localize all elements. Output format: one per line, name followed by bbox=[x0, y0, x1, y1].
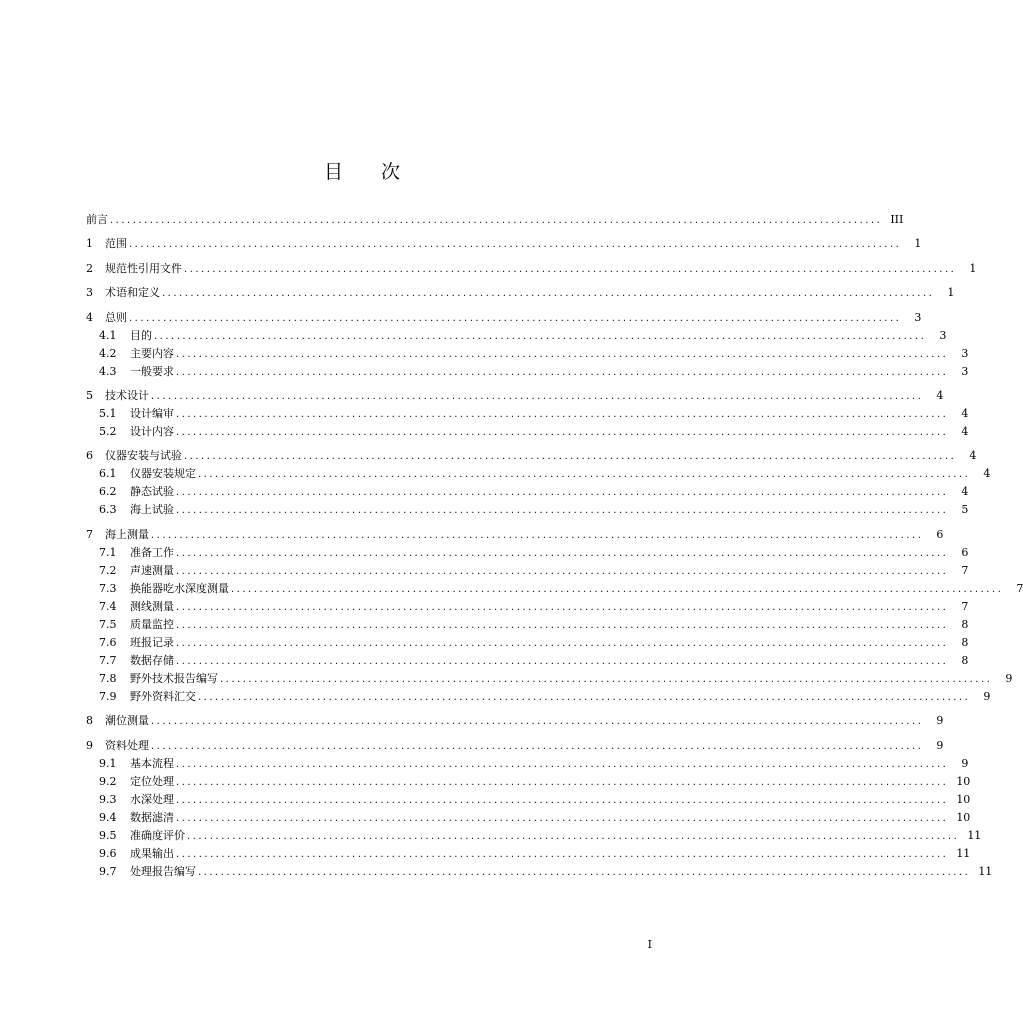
toc-entry-label: 设计内容 bbox=[130, 424, 174, 438]
toc-entry-number: 5.2 bbox=[99, 424, 117, 438]
toc-entry-page: 9 bbox=[936, 738, 944, 752]
toc-entry-page: 5 bbox=[961, 503, 969, 517]
toc-entry-label: 资料处理 bbox=[105, 738, 149, 752]
toc-entry-label: 野外技术报告编写 bbox=[130, 671, 218, 685]
toc-dot-leader: ........................................................................................................................................ bbox=[176, 848, 949, 860]
toc-entry-number: 9.5 bbox=[99, 828, 117, 842]
footer-page-number: I bbox=[647, 938, 652, 951]
toc-entry-label: 设计编审 bbox=[130, 406, 174, 420]
toc-dot-leader: ........................................................................................................................................ bbox=[176, 812, 949, 824]
toc-entry-label: 班报记录 bbox=[130, 635, 174, 649]
toc-entry-page: 4 bbox=[961, 406, 969, 420]
toc-subentry[interactable] bbox=[86, 580, 1023, 598]
toc-subentry[interactable] bbox=[86, 501, 969, 519]
toc-entry-label: 质量监控 bbox=[130, 617, 174, 631]
toc-entry-label: 静态试验 bbox=[130, 485, 174, 499]
toc-dot-leader: ........................................................................................................................................ bbox=[184, 451, 957, 463]
toc-entry[interactable] bbox=[86, 235, 922, 253]
toc-entry-number: 7.6 bbox=[99, 635, 117, 649]
toc-entry-page: III bbox=[890, 213, 904, 226]
toc-dot-leader: ........................................................................................................................................ bbox=[176, 758, 949, 770]
toc-entry-page: 11 bbox=[978, 864, 993, 878]
toc-entry-label: 术语和定义 bbox=[105, 286, 160, 300]
toc-entry-number: 9.4 bbox=[99, 810, 117, 824]
toc-dot-leader: ........................................................................................................................................ bbox=[231, 583, 1004, 595]
toc-dot-leader: ........................................................................................................................................ bbox=[176, 619, 949, 631]
toc-entry-label: 声速测量 bbox=[130, 563, 174, 577]
toc-dot-leader: ........................................................................................................................................ bbox=[176, 794, 949, 806]
table-of-contents bbox=[86, 211, 1023, 881]
toc-entry-page: 1 bbox=[947, 286, 955, 300]
toc-entry[interactable] bbox=[86, 712, 944, 730]
toc-entry-number: 6.1 bbox=[99, 467, 117, 481]
toc-dot-leader: ........................................................................................................................................ bbox=[110, 215, 883, 226]
toc-entry-page: 4 bbox=[961, 485, 969, 499]
toc-entry-label: 范围 bbox=[105, 237, 127, 251]
toc-dot-leader: ........................................................................................................................................ bbox=[198, 866, 971, 878]
title-char-left: 目 bbox=[323, 161, 343, 183]
toc-subentry[interactable] bbox=[86, 405, 969, 423]
toc-entry-label: 处理报告编写 bbox=[130, 864, 196, 878]
toc-entry-number: 7.5 bbox=[99, 617, 117, 631]
toc-entry-label: 海上试验 bbox=[130, 503, 174, 517]
toc-dot-leader: ........................................................................................................................................ bbox=[184, 263, 957, 275]
toc-dot-leader: ........................................................................................................................................ bbox=[176, 348, 949, 360]
toc-entry-label: 数据滤清 bbox=[130, 810, 174, 824]
toc-entry-number: 7.8 bbox=[99, 671, 117, 685]
toc-dot-leader: ........................................................................................................................................ bbox=[151, 529, 924, 541]
toc-entry-page: 10 bbox=[956, 774, 971, 788]
toc-entry-page: 9 bbox=[983, 689, 991, 703]
toc-dot-leader: ........................................................................................................................................ bbox=[198, 469, 971, 481]
toc-entry-page: 9 bbox=[1005, 671, 1013, 685]
toc-entry-label: 目的 bbox=[130, 328, 152, 342]
toc-entry-label: 定位处理 bbox=[130, 774, 174, 788]
toc-entry-label: 规范性引用文件 bbox=[105, 261, 182, 275]
toc-entry-number: 4.2 bbox=[99, 346, 117, 360]
toc-entry-page: 4 bbox=[983, 467, 991, 481]
toc-entry-page: 7 bbox=[961, 599, 969, 613]
toc-entry-page: 10 bbox=[956, 792, 971, 806]
toc-dot-leader: ........................................................................................................................................ bbox=[176, 565, 949, 577]
toc-subentry[interactable] bbox=[86, 863, 993, 881]
toc-entry-page: 9 bbox=[961, 756, 969, 770]
toc-entry-number: 8 bbox=[86, 714, 93, 728]
toc-subentry[interactable] bbox=[86, 845, 971, 863]
toc-entry-page: 7 bbox=[961, 563, 969, 577]
toc-entry-label: 一般要求 bbox=[130, 364, 174, 378]
toc-dot-leader: ........................................................................................................................................ bbox=[187, 830, 960, 842]
toc-dot-leader: ........................................................................................................................................ bbox=[198, 691, 971, 703]
toc-entry-label: 基本流程 bbox=[130, 756, 174, 770]
toc-entry-number: 9.3 bbox=[99, 792, 117, 806]
toc-entry[interactable] bbox=[86, 737, 944, 755]
toc-entry-label: 换能器吃水深度测量 bbox=[130, 581, 229, 595]
toc-dot-leader: ........................................................................................................................................ bbox=[154, 330, 927, 342]
toc-subentry[interactable] bbox=[86, 809, 971, 827]
toc-entry-number: 4.3 bbox=[99, 364, 117, 378]
toc-subentry[interactable] bbox=[86, 827, 982, 845]
toc-entry-label: 准备工作 bbox=[130, 545, 174, 559]
toc-entry-label: 总则 bbox=[105, 310, 127, 324]
toc-dot-leader: ........................................................................................................................................ bbox=[176, 655, 949, 667]
toc-entry-number: 5.1 bbox=[99, 406, 117, 420]
toc-entry-page: 1 bbox=[969, 261, 977, 275]
toc-dot-leader: ........................................................................................................................................ bbox=[176, 366, 949, 378]
toc-entry-number: 7.7 bbox=[99, 653, 117, 667]
title-char-right: 次 bbox=[381, 161, 401, 183]
toc-subentry[interactable] bbox=[86, 755, 969, 773]
toc-subentry[interactable] bbox=[86, 483, 969, 501]
toc-entry-number: 2 bbox=[86, 261, 93, 275]
toc-entry-number: 9.1 bbox=[99, 756, 117, 770]
toc-entry-number: 7 bbox=[86, 527, 93, 541]
toc-dot-leader: ........................................................................................................................................ bbox=[162, 288, 935, 300]
toc-entry-number: 7.4 bbox=[99, 599, 117, 613]
toc-entry-label: 数据存储 bbox=[130, 653, 174, 667]
toc-dot-leader: ........................................................................................................................................ bbox=[220, 673, 993, 685]
toc-entry-label: 潮位测量 bbox=[105, 714, 149, 728]
toc-dot-leader: ........................................................................................................................................ bbox=[151, 740, 924, 752]
toc-entry-number: 7.3 bbox=[99, 581, 117, 595]
toc-entry-page: 11 bbox=[967, 828, 982, 842]
toc-entry-number: 3 bbox=[86, 286, 93, 300]
toc-subentry[interactable] bbox=[86, 773, 971, 791]
toc-subentry[interactable] bbox=[86, 616, 969, 634]
toc-entry-page: 8 bbox=[961, 653, 969, 667]
toc-entry-page: 8 bbox=[961, 635, 969, 649]
toc-entry-number: 1 bbox=[86, 237, 93, 251]
toc-subentry[interactable] bbox=[86, 791, 971, 809]
toc-dot-leader: ........................................................................................................................................ bbox=[176, 505, 949, 517]
toc-subentry[interactable] bbox=[86, 688, 991, 706]
toc-entry-label: 野外资料汇交 bbox=[130, 689, 196, 703]
toc-entry-label: 成果输出 bbox=[130, 846, 174, 860]
toc-dot-leader: ........................................................................................................................................ bbox=[176, 426, 949, 438]
toc-entry-page: 4 bbox=[961, 424, 969, 438]
toc-dot-leader: ........................................................................................................................................ bbox=[129, 312, 902, 324]
toc-entry-number: 7.1 bbox=[99, 545, 117, 559]
toc-entry-page: 10 bbox=[956, 810, 971, 824]
toc-entry-page: 6 bbox=[961, 545, 969, 559]
toc-entry[interactable] bbox=[86, 526, 944, 544]
toc-entry-label: 水深处理 bbox=[130, 792, 174, 806]
toc-entry-label: 仪器安装规定 bbox=[130, 467, 196, 481]
toc-entry-page: 1 bbox=[914, 237, 922, 251]
toc-entry-label: 海上测量 bbox=[105, 527, 149, 541]
toc-entry-number: 9.2 bbox=[99, 774, 117, 788]
toc-entry-number: 5 bbox=[86, 388, 93, 402]
toc-entry-page: 3 bbox=[961, 346, 969, 360]
toc-entry-page: 11 bbox=[956, 846, 971, 860]
toc-dot-leader: ........................................................................................................................................ bbox=[176, 776, 949, 788]
toc-entry-label: 主要内容 bbox=[130, 346, 174, 360]
toc-subentry[interactable] bbox=[86, 423, 969, 441]
toc-entry[interactable] bbox=[86, 447, 977, 465]
toc-subentry[interactable] bbox=[86, 562, 969, 580]
toc-dot-leader: ........................................................................................................................................ bbox=[129, 239, 902, 251]
toc-entry-number: 9.6 bbox=[99, 846, 117, 860]
toc-subentry[interactable] bbox=[86, 670, 1013, 688]
toc-entry[interactable] bbox=[86, 309, 922, 327]
toc-entry-number: 6.3 bbox=[99, 503, 117, 517]
toc-dot-leader: ........................................................................................................................................ bbox=[176, 408, 949, 420]
toc-entry-number: 9.7 bbox=[99, 864, 117, 878]
toc-entry-page: 3 bbox=[961, 364, 969, 378]
toc-entry-label: 准确度评价 bbox=[130, 828, 185, 842]
toc-entry-page: 9 bbox=[936, 714, 944, 728]
toc-dot-leader: ........................................................................................................................................ bbox=[176, 601, 949, 613]
toc-entry-label: 测线测量 bbox=[130, 599, 174, 613]
toc-entry-page: 8 bbox=[961, 617, 969, 631]
toc-subentry[interactable] bbox=[86, 634, 969, 652]
toc-entry-page: 3 bbox=[914, 310, 922, 324]
toc-entry-page: 4 bbox=[936, 388, 944, 402]
toc-entry-page: 3 bbox=[939, 328, 947, 342]
toc-entry-page: 4 bbox=[969, 449, 977, 463]
toc-entry-label: 仪器安装与试验 bbox=[105, 449, 182, 463]
page-title bbox=[0, 157, 724, 187]
toc-entry-number: 7.2 bbox=[99, 563, 117, 577]
toc-subentry[interactable] bbox=[86, 544, 969, 562]
toc-subentry[interactable] bbox=[86, 327, 947, 345]
toc-entry[interactable] bbox=[86, 260, 977, 278]
toc-dot-leader: ........................................................................................................................................ bbox=[176, 637, 949, 649]
toc-entry-label: 技术设计 bbox=[105, 388, 149, 402]
toc-entry[interactable] bbox=[86, 211, 904, 229]
toc-entry-number: 4 bbox=[86, 310, 93, 324]
toc-subentry[interactable] bbox=[86, 465, 991, 483]
toc-dot-leader: ........................................................................................................................................ bbox=[151, 390, 924, 402]
toc-entry-number: 9 bbox=[86, 738, 93, 752]
toc-entry-number: 6.2 bbox=[99, 485, 117, 499]
toc-entry-page: 6 bbox=[936, 527, 944, 541]
toc-entry-label: 前言 bbox=[86, 213, 108, 226]
toc-subentry[interactable] bbox=[86, 363, 969, 381]
toc-entry-number: 6 bbox=[86, 449, 93, 463]
toc-dot-leader: ........................................................................................................................................ bbox=[176, 487, 949, 499]
toc-dot-leader: ........................................................................................................................................ bbox=[176, 547, 949, 559]
toc-dot-leader: ........................................................................................................................................ bbox=[151, 716, 924, 728]
toc-entry[interactable] bbox=[86, 387, 944, 405]
toc-entry-number: 7.9 bbox=[99, 689, 117, 703]
toc-subentry[interactable] bbox=[86, 598, 969, 616]
toc-entry[interactable] bbox=[86, 284, 955, 302]
toc-subentry[interactable] bbox=[86, 652, 969, 670]
toc-subentry[interactable] bbox=[86, 345, 969, 363]
toc-entry-number: 4.1 bbox=[99, 328, 117, 342]
toc-entry-page: 7 bbox=[1016, 581, 1023, 595]
